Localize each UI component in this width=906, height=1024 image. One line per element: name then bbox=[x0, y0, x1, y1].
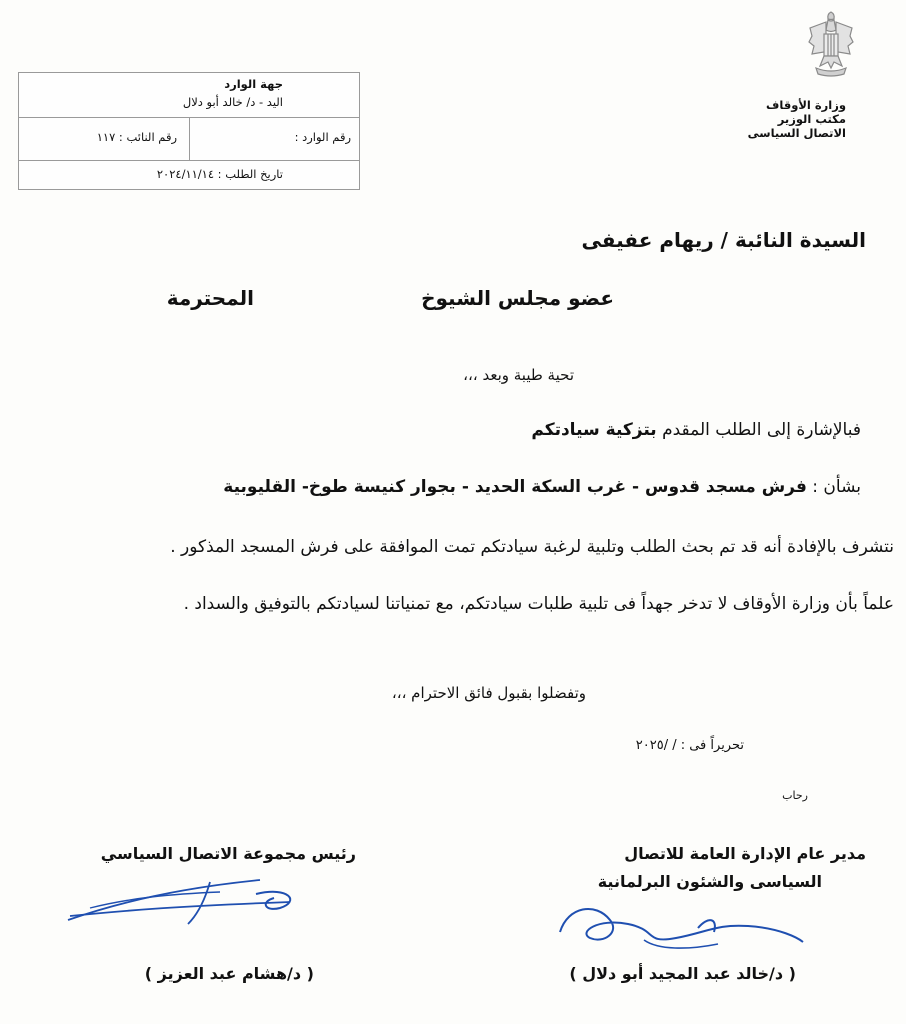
reference-line bbox=[531, 420, 861, 440]
addressee: السيدة النائبة / ريهام عفيفى bbox=[581, 228, 866, 252]
addressee-honorific: المحترمة bbox=[166, 286, 254, 310]
left-signature-icon bbox=[60, 872, 310, 930]
right-signature-icon bbox=[548, 898, 810, 956]
subject-label: بشأن : bbox=[812, 477, 861, 497]
incoming-source-label: جهة الوارد bbox=[224, 77, 283, 91]
request-date: تاريخ الطلب : ٢٠٢٤/١١/١٤ bbox=[156, 167, 283, 181]
addressee-position: عضو مجلس الشيوخ bbox=[421, 286, 614, 310]
written-on-date: تحريراً فى : / /٢٠٢٥ bbox=[635, 738, 744, 753]
incoming-info-box bbox=[18, 72, 360, 190]
reference-bold: بتزكية سيادتكم bbox=[531, 420, 657, 440]
cell-divider bbox=[189, 118, 190, 160]
incoming-number-label: رقم الوارد : bbox=[294, 130, 351, 144]
minister-office: مكتب الوزير bbox=[777, 112, 846, 126]
body-paragraph-2: علماً بأن وزارة الأوقاف لا تدخر جهداً فى تلبية طلبات سيادتكم، مع تمنياتنا لسيادتكم بالتوفيق والسداد . bbox=[183, 594, 894, 614]
egypt-eagle-emblem-icon bbox=[806, 8, 856, 92]
incoming-source-row bbox=[19, 73, 359, 118]
body-paragraph-1: نتشرف بالإفادة أنه قد تم بحث الطلب وتلبية لرغبة سيادتكم تمت الموافقة على فرش المسجد المذكور . bbox=[170, 537, 894, 557]
political-communication-dept: الاتصال السياسى bbox=[747, 126, 846, 140]
right-signatory-title-2: السياسى والشئون البرلمانية bbox=[597, 872, 822, 891]
right-signatory-name: ( د/خالد عبد المجيد أبو دلال ) bbox=[569, 964, 796, 983]
subject-text: فرش مسجد قدوس - غرب السكة الحديد - بجوار كنيسة طوخ- القليوبية bbox=[223, 477, 807, 497]
left-signatory-title: رئيس مجموعة الاتصال السياسي bbox=[100, 844, 356, 863]
ministry-name: وزارة الأوقاف bbox=[766, 98, 846, 112]
request-date-row bbox=[19, 161, 359, 189]
right-signatory-title-1: مدير عام الإدارة العامة للاتصال bbox=[624, 844, 866, 863]
greeting: تحية طيبة وبعد ،،، bbox=[463, 366, 574, 384]
mp-number: رقم النائب : ١١٧ bbox=[96, 130, 177, 144]
reference-prefix: فبالإشارة إلى الطلب المقدم bbox=[662, 420, 861, 440]
left-signatory-name: ( د/هشام عبد العزيز ) bbox=[144, 964, 314, 983]
subject-line bbox=[223, 477, 861, 497]
incoming-hand-line: اليد - د/ خالد أبو دلال bbox=[182, 95, 283, 109]
typist-initials: رحاب bbox=[782, 789, 808, 802]
incoming-numbers-row bbox=[19, 118, 359, 161]
closing-salutation: وتفضلوا بقبول فائق الاحترام ،،، bbox=[391, 684, 586, 702]
